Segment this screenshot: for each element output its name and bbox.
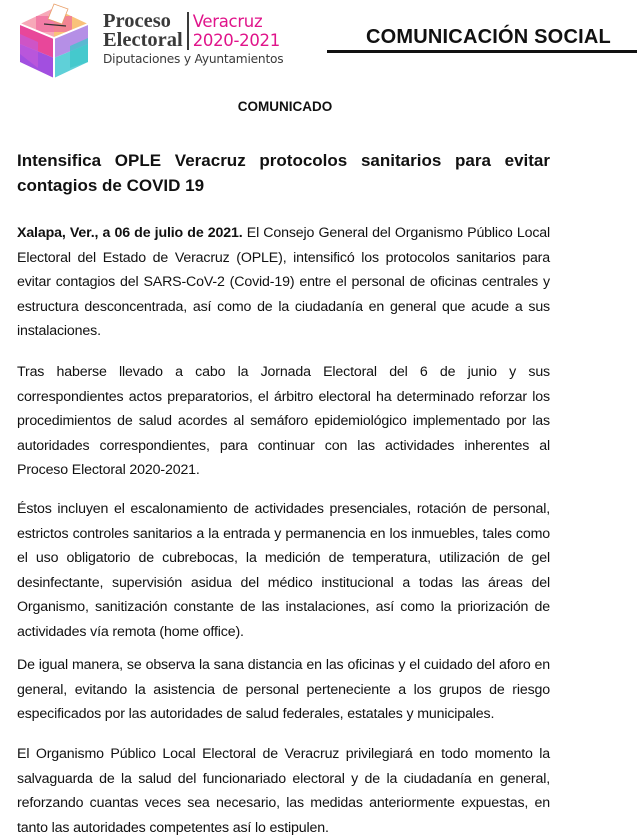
header-divider — [327, 50, 637, 53]
paragraph-4: De igual manera, se observa la sana distancia en las oficinas y el cuidado del aforo en general, evitando la asistencia de personal perteneciente a los grupos de riesgo especificados por las autoridades de salud federales, estatales y municipales. — [17, 657, 550, 722]
department-title: COMUNICACIÓN SOCIAL — [366, 26, 611, 48]
ballot-box-logo-icon — [14, 2, 94, 78]
brand-line1: Proceso — [103, 10, 171, 32]
brand-region: Veracruz — [192, 12, 263, 31]
brand-years: 2020-2021 — [192, 31, 280, 50]
brand-line2: Electoral — [103, 29, 183, 51]
paragraph-1-text: El Consejo General del Organismo Público Local Electoral del Estado de Veracruz (OPLE), intensificó los protocolos sanitarios para evitar contagios del SARS-CoV-2 (Covid-19) entre el personal de oficinas centrales y estructura desconcentrada, así como de la ciudadanía en general que acude a sus instalaciones. — [17, 225, 550, 339]
brand-wordmark — [103, 12, 283, 67]
paragraph-2: Tras haberse llevado a cabo la Jornada Electoral del 6 de junio y sus correspondientes actos preparatorios, el árbitro electoral ha determinado reforzar los procedimientos de salud acordes al semáforo epidemiológico implementado por las autoridades correspondientes, para continuar con las actividades inherentes al Proceso Electoral 2020-2021. — [17, 364, 550, 478]
paragraph-1 — [17, 221, 550, 344]
brand-process-label — [103, 12, 189, 50]
brand-subtitle: Diputaciones y Ayuntamientos — [103, 52, 284, 66]
paragraph-3: Éstos incluyen el escalonamiento de actividades presenciales, rotación de personal, estrictos controles sanitarios a la entrada y permanencia en los inmuebles, tales como el uso obligatorio de cubrebocas, la medición de temperatura, utilización de gel desinfectante, supervisión asidua del médico institucional a todas las áreas del Organismo, sanitización constante de las instalaciones, así como la priorización de actividades vía remota (home office). — [17, 501, 550, 640]
document-type-label: COMUNICADO — [237, 99, 333, 114]
paragraph-5: El Organismo Público Local Electoral de Veracruz privilegiará en todo momento la salvaguarda de la salud del funcionariado electoral y de la ciudadanía en general, reforzando cuantas veces sea necesario, las medidas anteriormente expuestas, en tanto las autoridades competentes así lo estipulen. — [17, 746, 550, 836]
dateline: Xalapa, Ver., a 06 de julio de 2021. — [17, 225, 243, 241]
press-release-headline: Intensifica OPLE Veracruz protocolos sanitarios para evitar contagios de COVID 19 — [17, 151, 550, 195]
brand-region-label — [189, 12, 280, 50]
